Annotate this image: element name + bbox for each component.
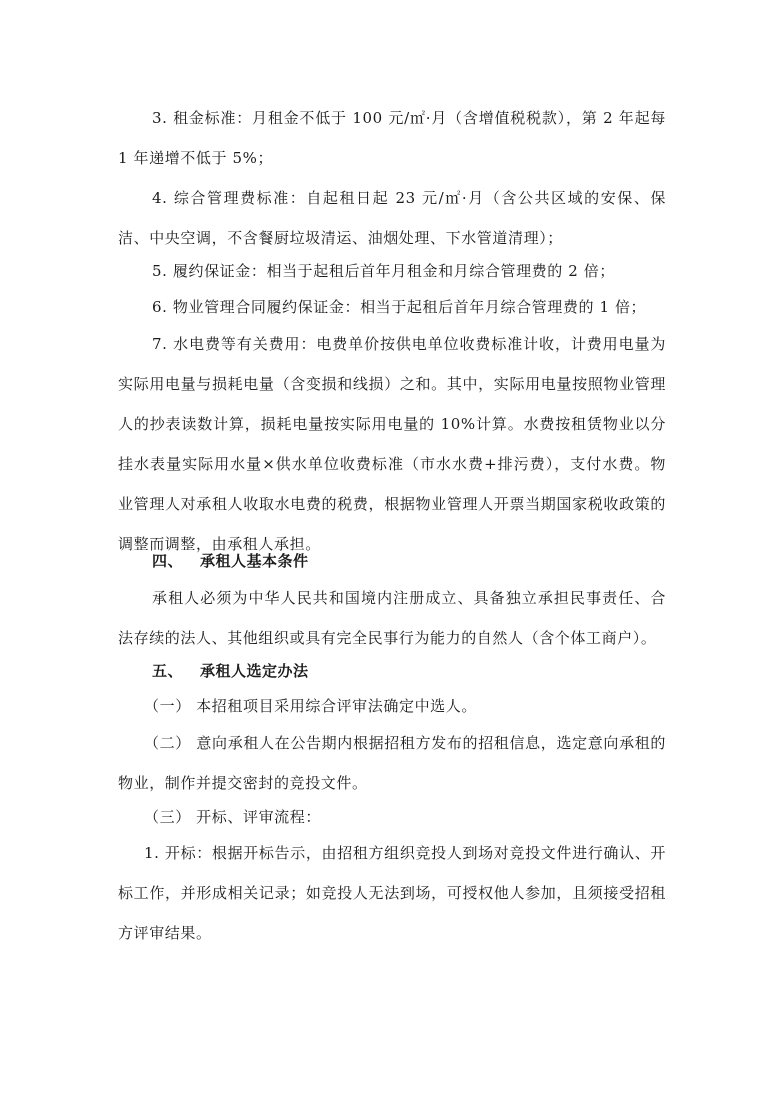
section-5-number: 五、	[152, 662, 184, 680]
sub-item-3: （三） 开标、评审流程：	[144, 808, 321, 826]
management-fee-paragraph: 4. 综合管理费标准：自起租日起 23 元/㎡·月（含公共区域的安保、保洁、中央空调，不含餐厨垃圾清运、油烟处理、下水管道清理）；	[118, 189, 666, 247]
property-contract-deposit-paragraph: 6. 物业管理合同履约保证金：相当于起租后首年月综合管理费的 1 倍；	[152, 298, 647, 316]
utility-fees-paragraph: 7. 水电费等有关费用：电费单价按供电单位收费标准计收，计费用电量为实际用电量与损耗电量（含变损和线损）之和。其中，实际用电量按照物业管理人的抄表读数计算，损耗电量按实际用电量的 10%计算。水费按租赁物业以分挂水表量实际用水量×供水单位收费标准（市水水费+排污费），支付水费。物业管理人对承租人收取水电费的税费，根据物业管理人开票当期国家税收政策的调整而调整，由承租人承担。	[118, 335, 666, 553]
section-4-number: 四、	[152, 552, 184, 570]
tenant-conditions-paragraph: 承租人必须为中华人民共和国境内注册成立、具备独立承担民事责任、合法存续的法人、其他组织或具有完全民事行为能力的自然人（含个体工商户）。	[118, 589, 666, 647]
section-5-title: 承租人选定办法	[200, 662, 309, 680]
section-5-heading	[152, 651, 309, 691]
sub-item-1: （一） 本招租项目采用综合评审法确定中选人。	[144, 697, 477, 715]
rent-standard-paragraph: 3. 租金标准：月租金不低于 100 元/㎡·月（含增值税税款），第 2 年起每 1 年递增不低于 5%；	[118, 109, 666, 167]
section-4-title: 承租人基本条件	[200, 552, 309, 570]
performance-deposit-paragraph: 5. 履约保证金：相当于起租后首年月租金和月综合管理费的 2 倍；	[152, 262, 615, 280]
section-4-heading	[152, 541, 309, 581]
sub-item-2: （二） 意向承租人在公告期内根据招租方发布的招租信息，选定意向承租的物业，制作并提交密封的竞投文件。	[118, 734, 666, 792]
bid-opening-paragraph: 1. 开标：根据开标告示，由招租方组织竞投人到场对竞投文件进行确认、开标工作，并形成相关记录；如竞投人无法到场，可授权他人参加，且须接受招租方评审结果。	[118, 844, 666, 942]
